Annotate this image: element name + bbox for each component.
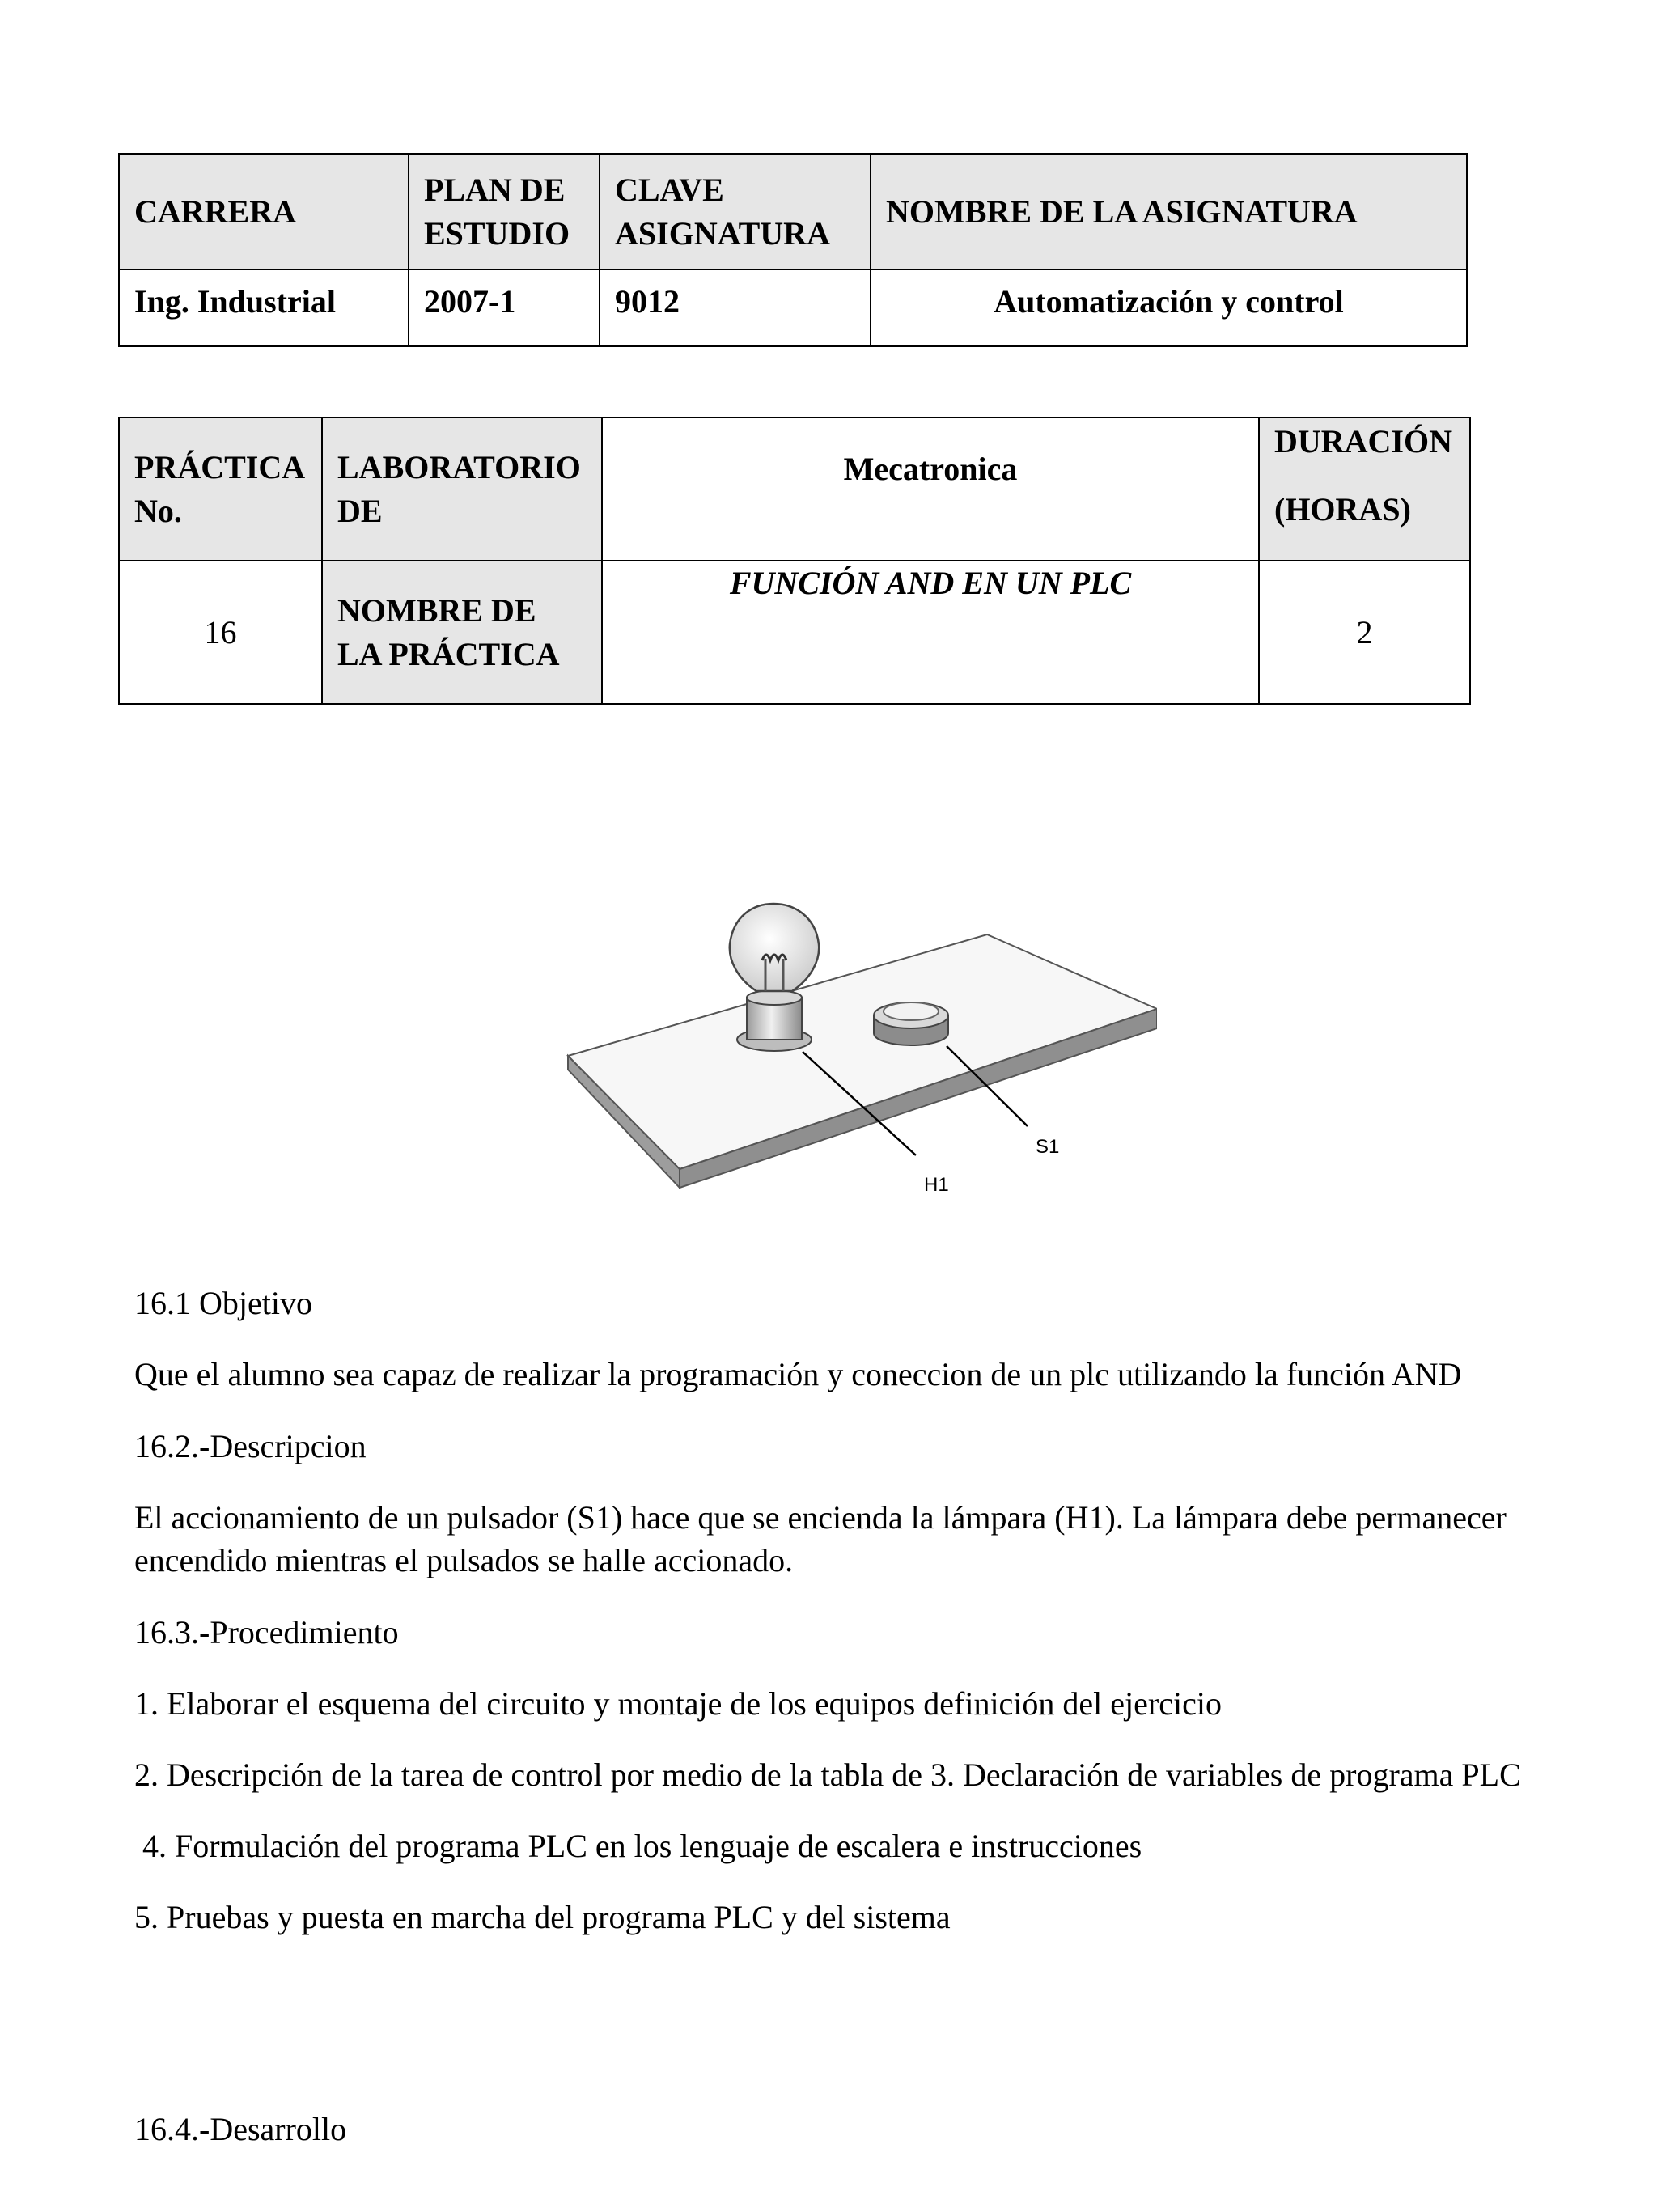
lamp-switch-figure <box>558 902 1157 1201</box>
header-clave-asignatura <box>600 154 871 269</box>
cell-clave: 9012 <box>600 269 871 346</box>
header-practica-line-1: PRÁCTICA <box>134 448 306 485</box>
cell-plan: 2007-1 <box>409 269 600 346</box>
subject-data-row <box>119 269 1467 346</box>
header-duracion <box>1259 417 1470 561</box>
push-button-icon <box>874 1002 948 1045</box>
cell-practice-number: 16 <box>119 561 322 704</box>
objetivo-heading: 16.1 Objetivo <box>134 1285 312 1321</box>
practice-header-row <box>119 417 1470 561</box>
subject-info-table <box>118 153 1468 347</box>
header-nombre-practica <box>322 561 602 704</box>
header-laboratorio-line-2: DE <box>337 492 383 529</box>
header-nombre-asignatura: NOMBRE DE LA ASIGNATURA <box>871 154 1467 269</box>
header-practica-line-2: No. <box>134 492 182 529</box>
header-clave-line-1: CLAVE <box>615 171 724 208</box>
header-clave-line-2: ASIGNATURA <box>615 214 830 252</box>
header-plan-de-estudio <box>409 154 600 269</box>
practice-data-row <box>119 561 1470 704</box>
header-practica-no <box>119 417 322 561</box>
header-duracion-line-2: (HORAS) <box>1274 491 1411 528</box>
board-icon <box>568 934 1157 1188</box>
procedure-step-2: 2. Descripción de la tarea de control por medio de la tabla de 3. Declaración de variables de programa PLC <box>134 1756 1521 1793</box>
desarrollo-heading: 16.4.-Desarrollo <box>134 2111 347 2147</box>
practice-info-table <box>118 417 1471 705</box>
procedure-step-1: 1. Elaborar el esquema del circuito y montaje de los equipos definición del ejercicio <box>134 1685 1222 1722</box>
header-plan-line-1: PLAN DE <box>424 171 566 208</box>
label-s1: S1 <box>1036 1136 1060 1158</box>
cell-practice-name: FUNCIÓN AND EN UN PLC <box>602 561 1259 704</box>
cell-asignatura: Automatización y control <box>871 269 1467 346</box>
label-h1: H1 <box>924 1174 949 1196</box>
header-nombre-line-1: NOMBRE DE <box>337 591 536 629</box>
header-laboratorio-de <box>322 417 602 561</box>
descripcion-heading: 16.2.-Descripcion <box>134 1428 367 1464</box>
procedure-step-4: 4. Formulación del programa PLC en los lenguaje de escalera e instrucciones <box>134 1828 1142 1864</box>
procedure-step-5: 5. Pruebas y puesta en marcha del programa PLC y del sistema <box>134 1899 951 1935</box>
cell-carrera: Ing. Industrial <box>119 269 409 346</box>
header-carrera: CARRERA <box>119 154 409 269</box>
objetivo-text: Que el alumno sea capaz de realizar la programación y coneccion de un plc utilizando la función AND <box>134 1356 1462 1392</box>
cell-hours: 2 <box>1259 561 1470 704</box>
header-duracion-line-1: DURACIÓN <box>1274 423 1452 460</box>
procedimiento-heading: 16.3.-Procedimiento <box>134 1614 399 1651</box>
descripcion-text: El accionamiento de un pulsador (S1) hace que se encienda la lámpara (H1). La lámpara debe permanecer encendido mientras el pulsados se halle accionado. <box>134 1499 1507 1578</box>
header-nombre-line-2: LA PRÁCTICA <box>337 635 560 672</box>
cell-lab-name: Mecatronica <box>602 417 1259 561</box>
header-laboratorio-line-1: LABORATORIO <box>337 448 581 485</box>
header-plan-line-2: ESTUDIO <box>424 214 570 252</box>
subject-header-row <box>119 154 1467 269</box>
